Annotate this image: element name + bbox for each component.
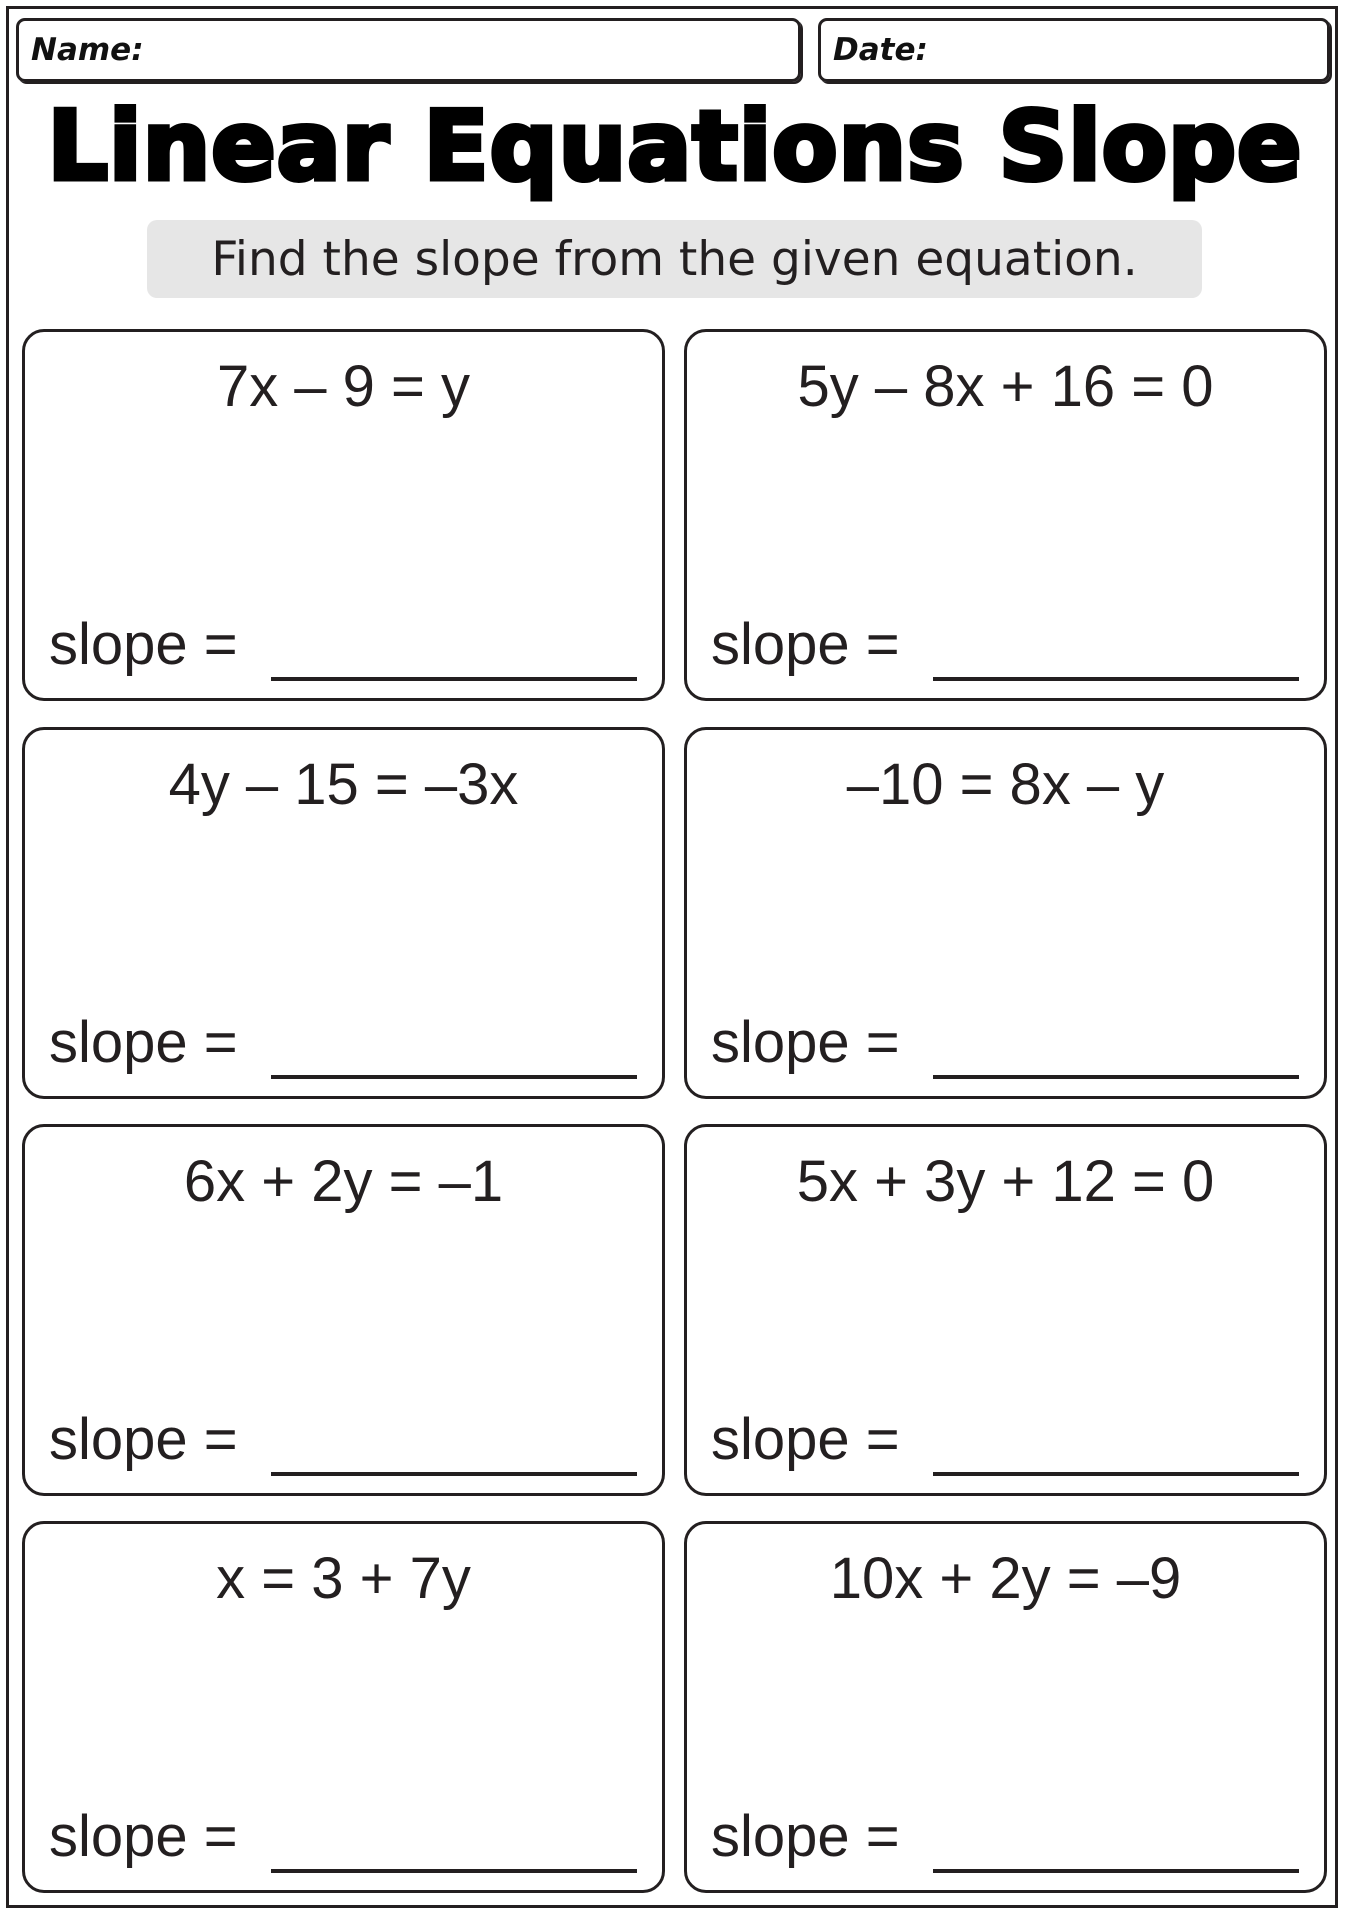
answer-blank[interactable] (271, 1075, 637, 1079)
problem-card-5 (22, 1124, 665, 1496)
date-field[interactable] (818, 18, 1330, 82)
slope-label: slope = (49, 1010, 238, 1075)
answer-blank[interactable] (271, 1472, 637, 1476)
name-label: Name: (31, 32, 144, 68)
instruction-banner (147, 220, 1202, 298)
slope-label: slope = (711, 1804, 900, 1869)
name-field[interactable] (16, 18, 801, 82)
answer-blank[interactable] (933, 677, 1299, 681)
equation: 7x – 9 = y (216, 354, 471, 419)
equation: 5x + 3y + 12 = 0 (796, 1149, 1215, 1214)
instruction-text: Find the slope from the given equation. (211, 231, 1138, 287)
problem-card-4 (684, 727, 1327, 1099)
slope-label: slope = (49, 612, 238, 677)
date-label: Date: (833, 32, 928, 68)
problem-card-2 (684, 329, 1327, 701)
problem-card-8 (684, 1521, 1327, 1893)
slope-label: slope = (49, 1804, 238, 1869)
problem-card-3 (22, 727, 665, 1099)
equation: 6x + 2y = –1 (183, 1149, 504, 1214)
equation: 10x + 2y = –9 (829, 1546, 1182, 1611)
problem-card-7 (22, 1521, 665, 1893)
slope-label: slope = (711, 612, 900, 677)
answer-blank[interactable] (933, 1472, 1299, 1476)
answer-blank[interactable] (271, 1869, 637, 1873)
equation: –10 = 8x – y (846, 752, 1165, 817)
slope-label: slope = (711, 1010, 900, 1075)
answer-blank[interactable] (933, 1869, 1299, 1873)
slope-label: slope = (49, 1407, 238, 1472)
slope-label: slope = (711, 1407, 900, 1472)
equation: 4y – 15 = –3x (168, 752, 519, 817)
equation: 5y – 8x + 16 = 0 (797, 354, 1214, 419)
answer-blank[interactable] (271, 677, 637, 681)
worksheet-title: Linear Equations Slope (47, 92, 1303, 202)
problem-card-1 (22, 329, 665, 701)
answer-blank[interactable] (933, 1075, 1299, 1079)
problem-card-6 (684, 1124, 1327, 1496)
equation: x = 3 + 7y (216, 1546, 471, 1611)
